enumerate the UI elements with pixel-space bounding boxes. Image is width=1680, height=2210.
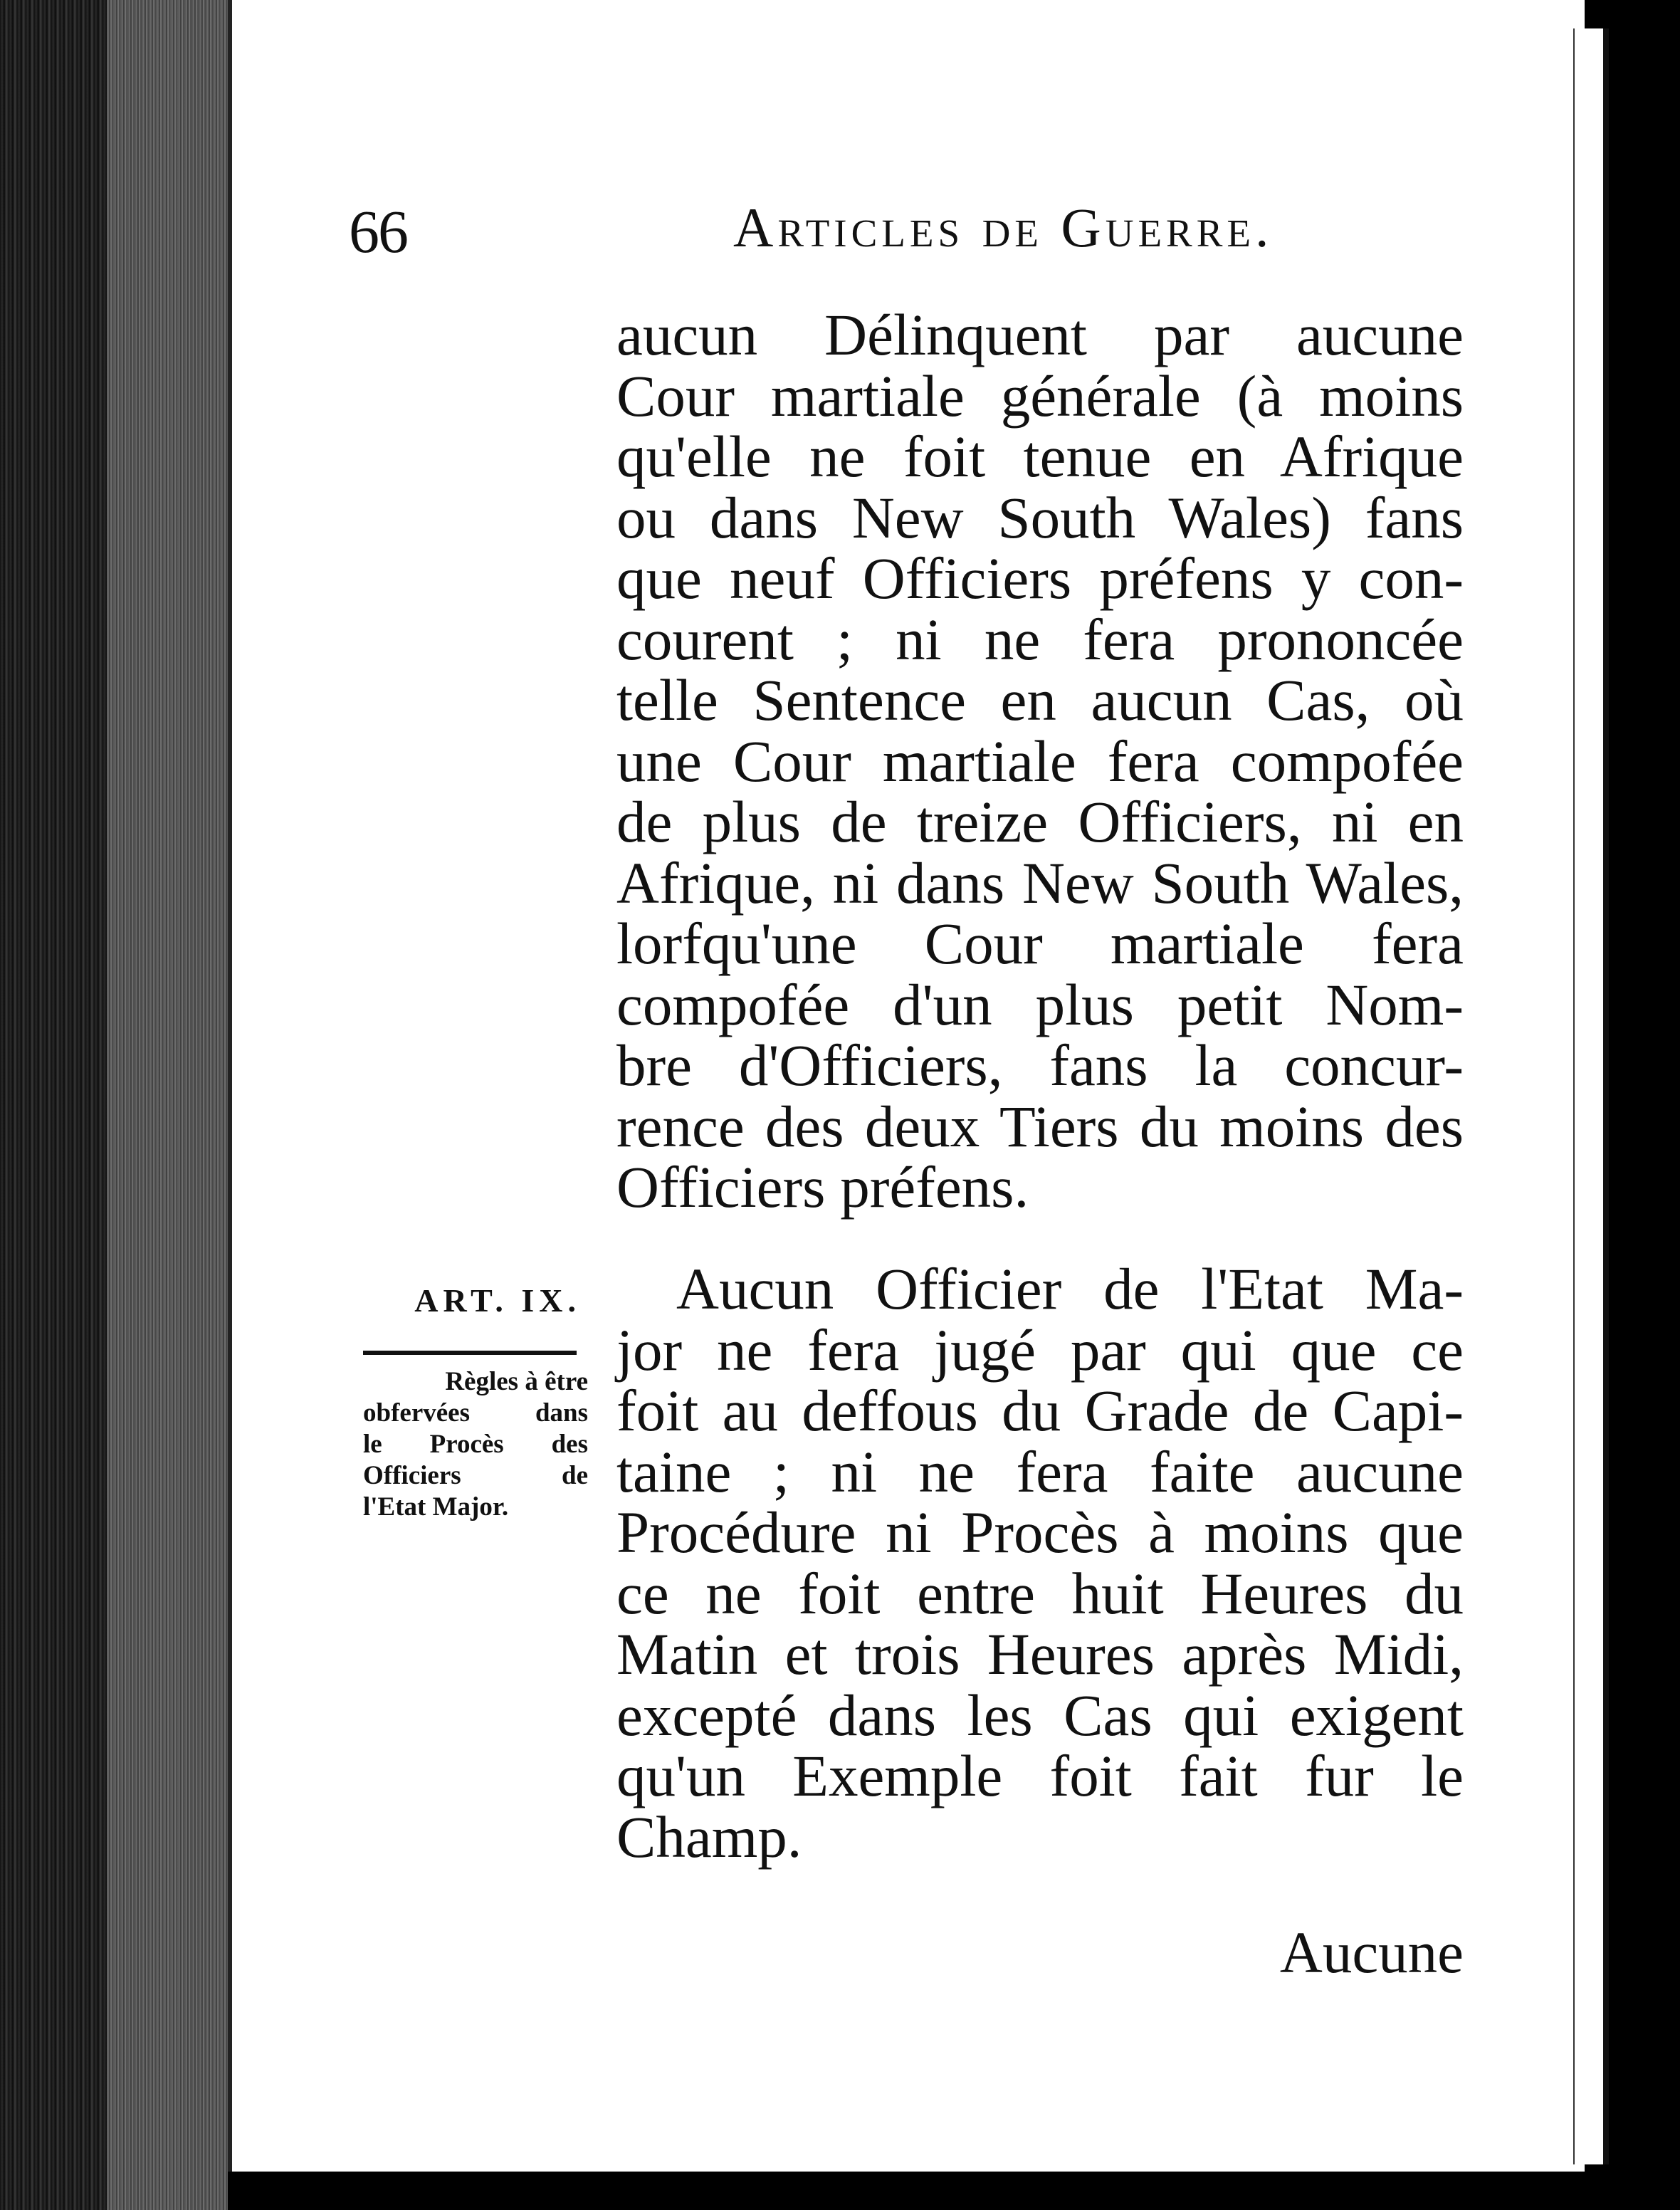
margin-note-line: l'Etat Major. <box>363 1492 509 1522</box>
text-line: que neuf Officiers préfens y con- <box>616 545 1464 611</box>
facing-page-edge <box>1573 28 1609 2164</box>
text-line: jor ne fera jugé par qui que ce <box>616 1316 1464 1383</box>
text-line: Afrique, ni dans New South Wales, <box>616 849 1464 916</box>
paragraph-continuation <box>616 302 1464 1220</box>
text-line: foit au deffous du Grade de Capi- <box>616 1378 1464 1443</box>
bottom-border <box>228 2172 1680 2210</box>
text-line: Matin et trois Heures après Midi, <box>616 1621 1464 1687</box>
text-line: taine ; ni ne fera faite aucune <box>616 1438 1464 1504</box>
rule-divider <box>363 1351 577 1355</box>
text-line: de plus de treize Officiers, ni en <box>616 789 1464 854</box>
text-line: bre d'Officiers, fans la concur- <box>616 1032 1464 1098</box>
margin-note-text <box>363 1366 588 1523</box>
text-line: courent ; ni ne fera prononcée <box>616 606 1464 672</box>
catchword: Aucune <box>1279 1920 1464 1985</box>
text-line: Cour martiale générale (à moins <box>616 362 1464 429</box>
article-number: ART. IX. <box>414 1282 581 1319</box>
margin-note <box>363 1282 588 1523</box>
margin-note-line: Officiers de <box>363 1461 588 1490</box>
text-line: rence des deux Tiers du moins des <box>616 1093 1464 1159</box>
text-line: telle Sentence en aucun Cas, où <box>616 667 1464 733</box>
text-line: lorfqu'une Cour martiale fera <box>616 911 1464 976</box>
running-title: Articles de Guerre. <box>733 197 1274 258</box>
text-line: Aucun Officier de l'Etat Ma- <box>676 1256 1464 1321</box>
text-line: compofée d'un plus petit Nom- <box>616 971 1464 1037</box>
page-number: 66 <box>349 197 407 266</box>
text-line: une Cour martiale fera compofée <box>616 728 1464 794</box>
catchword-block <box>616 1922 1464 1984</box>
text-line: qu'elle ne foit tenue en Afrique <box>616 424 1464 489</box>
text-line: excepté dans les Cas qui exigent <box>616 1682 1464 1748</box>
text-line: Officiers préfens. <box>616 1154 1029 1220</box>
margin-note-line: le Procès des <box>363 1430 588 1459</box>
text-line: ou dans New South Wales) fans <box>616 484 1464 550</box>
running-head <box>349 196 1360 274</box>
text-line: ce ne foit entre huit Heures du <box>616 1560 1464 1626</box>
text-line: Champ. <box>616 1803 802 1870</box>
text-line: aucun Délinquent par aucune <box>616 302 1464 367</box>
margin-note-line: obfervées dans <box>363 1398 588 1428</box>
article-ix-paragraph <box>616 1256 1464 1870</box>
margin-note-line: Règles à être <box>445 1367 588 1396</box>
page-edges <box>107 0 228 2210</box>
text-line: Procédure ni Procès à moins que <box>616 1499 1464 1565</box>
text-line: qu'un Exemple foit fait fur le <box>616 1743 1464 1808</box>
